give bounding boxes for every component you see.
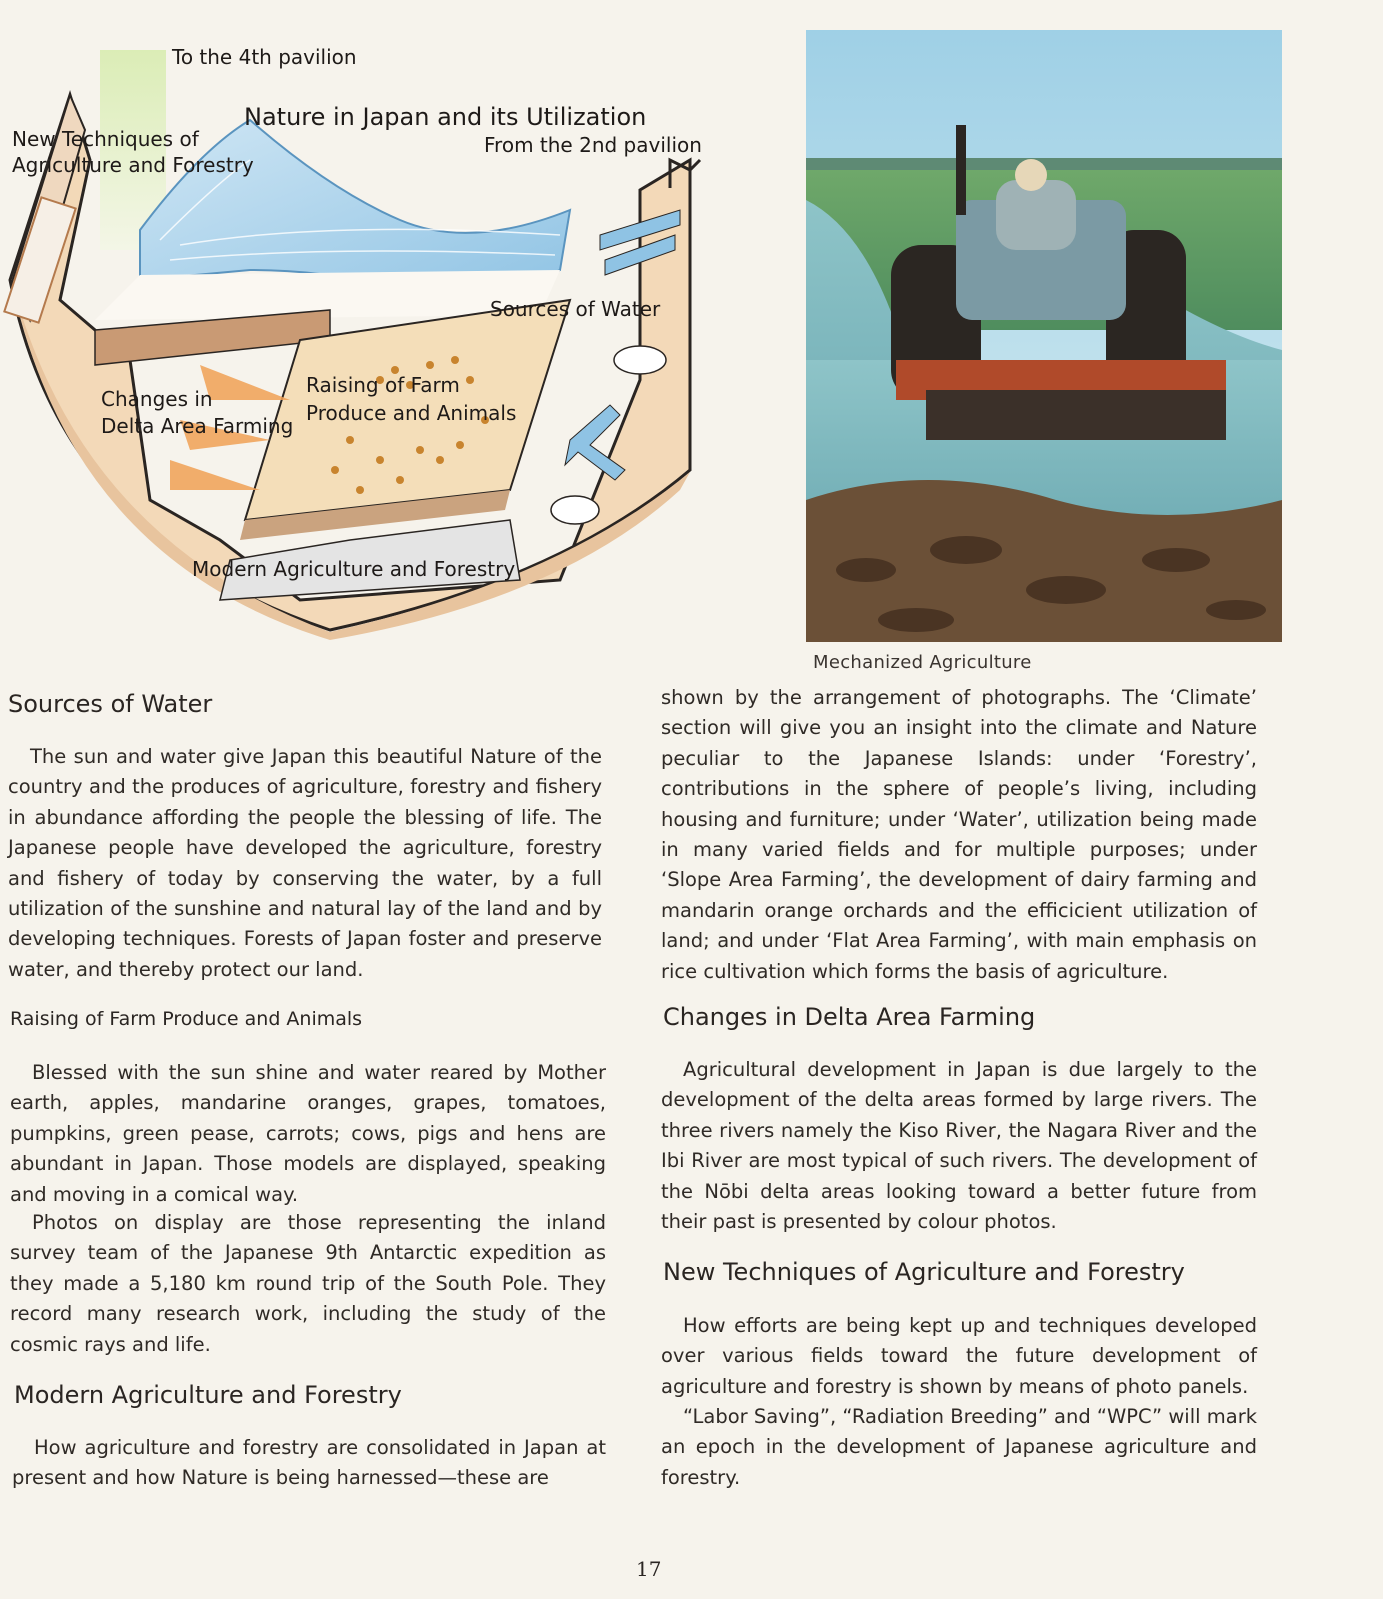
diagram-label-new-techniques-1: New Techniques of — [12, 127, 199, 151]
paragraph-modern — [12, 1433, 606, 1494]
heading-new-techniques: New Techniques of Agriculture and Forestry — [663, 1258, 1185, 1286]
photo-caption: Mechanized Agriculture — [813, 652, 1032, 673]
paragraph-sources-of-water — [8, 742, 602, 985]
paragraph-delta-text: Agricultural development in Japan is due largely to the development of the delta areas formed by large rivers. The three rivers namely the Kiso River, the Nagara River and the Ibi River are most typical of such rivers. The development of the Nōbi delta areas looking toward a better future from their past is presented by colour photos. — [661, 1058, 1257, 1234]
paragraph-raising-2-text: Photos on display are those representing the inland survey team of the Japanese 9th Antarctic expedition as they made a 5,180 km round trip of the South Pole. They record many research work, including the study of the cosmic rays and life. — [10, 1211, 606, 1356]
diagram-label-modern: Modern Agriculture and Forestry — [192, 557, 516, 581]
heading-sources-of-water: Sources of Water — [8, 690, 213, 718]
tractor-in-paddy-image — [806, 30, 1282, 642]
diagram-label-raising-1: Raising of Farm — [306, 373, 460, 397]
heading-changes-delta: Changes in Delta Area Farming — [663, 1003, 1036, 1031]
paragraph-newtech-2 — [661, 1402, 1257, 1493]
heading-raising-of-farm-produce: Raising of Farm Produce and Animals — [10, 1008, 363, 1030]
paragraph-raising-1 — [10, 1058, 606, 1210]
diagram-label-changes-1: Changes in — [101, 387, 213, 411]
diagram-label-from-2nd-pavilion: From the 2nd pavilion — [484, 133, 702, 157]
page-number: 17 — [636, 1557, 662, 1581]
pavilion-diagram — [0, 20, 720, 660]
mechanized-agriculture-photo — [806, 30, 1282, 642]
paragraph-newtech-1-text: How efforts are being kept up and techniques developed over various fields toward the future development of agriculture and forestry is shown by means of photo panels. — [661, 1314, 1257, 1398]
diagram-label-to-4th-pavilion: To the 4th pavilion — [172, 45, 357, 69]
paragraph-modern-text: How agriculture and forestry are consolidated in Japan at present and how Nature is being harnessed—these are — [12, 1436, 606, 1490]
paragraph-newtech-1 — [661, 1311, 1257, 1402]
heading-modern-agriculture: Modern Agriculture and Forestry — [14, 1381, 402, 1409]
diagram-label-new-techniques-2: Agriculture and Forestry — [12, 153, 254, 177]
paragraph-raising-1-text: Blessed with the sun shine and water reared by Mother earth, apples, mandarine oranges, grapes, tomatoes, pumpkins, green pease, carrots; cows, pigs and hens are abundant in Japan. Those models are displayed, speaking and moving in a comical way. — [10, 1061, 606, 1206]
diagram-label-sources-of-water: Sources of Water — [490, 297, 661, 321]
paragraph-sources-text: The sun and water give Japan this beautiful Nature of the country and the produces of agriculture, forestry and fishery in abundance affording the people the blessing of life. The Japanese people have developed the agriculture, forestry and fishery of today by conserving the water, by a full utilization of the sunshine and natural lay of the land and by developing techniques. Forests of Japan foster and preserve water, and thereby protect our land. — [8, 745, 602, 981]
paragraph-newtech-2-text: “Labor Saving”, “Radiation Breeding” and “WPC” will mark an epoch in the development of Japanese agriculture and forestry. — [661, 1405, 1257, 1489]
paragraph-continued: shown by the arrangement of photographs. The ‘Climate’ section will give you an insight into the climate and Nature peculiar to the Japanese Islands: under ‘Forestry’, contributions in the sphere of people’s living, including housing and furniture; under ‘Water’, utilization being made in many varied fields and for multiple purposes; under ‘Slope Area Farming’, the development of dairy farming and mandarin orange orchards and the efficicient utilization of land; and under ‘Flat Area Farming’, with main emphasis on rice cultivation which forms the basis of agriculture. — [661, 686, 1257, 983]
diagram-label-changes-2: Delta Area Farming — [101, 414, 294, 438]
diagram-title: Nature in Japan and its Utilization — [244, 103, 647, 131]
paragraph-delta — [661, 1055, 1257, 1237]
paragraph-raising-2 — [10, 1208, 606, 1360]
diagram-label-raising-2: Produce and Animals — [306, 401, 517, 425]
